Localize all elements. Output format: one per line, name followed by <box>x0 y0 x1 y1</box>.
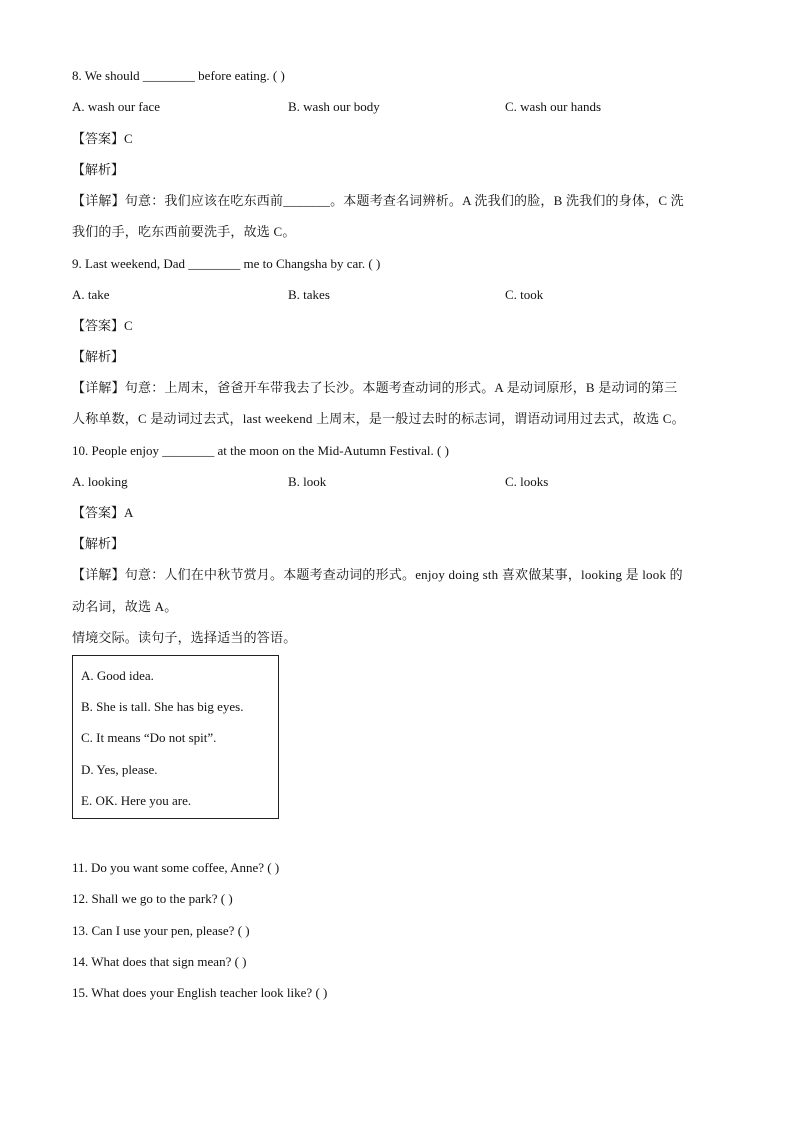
question-12: 12. Shall we go to the park? ( ) <box>72 891 233 906</box>
q9-analysis-label: 【解析】 <box>72 349 125 364</box>
choice-e: E. OK. Here you are. <box>81 793 192 808</box>
q8-answer: 【答案】C <box>72 131 133 146</box>
q8-detail-line-1: 【详解】句意：我们应该在吃东西前_______。本题考查名词辨析。A 洗我们的脸，B 洗我们的身体，C 洗 <box>72 193 684 208</box>
q8-stem: 8. We should ________ before eating. ( ) <box>72 68 285 83</box>
q10-option-a: A. looking <box>72 474 128 489</box>
q10-option-c: C. looks <box>505 474 549 489</box>
q8-analysis-label: 【解析】 <box>72 162 125 177</box>
answer-choices-box <box>72 655 279 819</box>
question-15: 15. What does your English teacher look like? ( ) <box>72 985 328 1000</box>
q8-detail-line-2: 我们的手，吃东西前要洗手，故选 C。 <box>72 224 296 239</box>
q8-option-a: A. wash our face <box>72 99 161 114</box>
q10-stem: 10. People enjoy ________ at the moon on the Mid-Autumn Festival. ( ) <box>72 443 449 458</box>
q9-stem: 9. Last weekend, Dad ________ me to Changsha by car. ( ) <box>72 256 381 271</box>
choice-a: A. Good idea. <box>81 668 154 683</box>
q10-answer: 【答案】A <box>72 505 134 520</box>
q8-option-b: B. wash our body <box>288 99 380 114</box>
q10-option-b: B. look <box>288 474 327 489</box>
q9-option-c: C. took <box>505 287 544 302</box>
choice-c: C. It means “Do not spit”. <box>81 730 217 745</box>
q9-detail-line-2: 人称单数，C 是动词过去式，last weekend 上周末，是一般过去时的标志词，谓语动词用过去式，故选 C。 <box>72 411 685 426</box>
q9-option-a: A. take <box>72 287 110 302</box>
q9-option-b: B. takes <box>288 287 330 302</box>
q8-option-c: C. wash our hands <box>505 99 602 114</box>
q10-detail-line-1: 【详解】句意：人们在中秋节赏月。本题考查动词的形式。enjoy doing sth 喜欢做某事，looking 是 look 的 <box>72 567 683 582</box>
q9-detail-line-1: 【详解】句意：上周末，爸爸开车带我去了长沙。本题考查动词的形式。A 是动词原形，B 是动词的第三 <box>72 380 678 395</box>
question-13: 13. Can I use your pen, please? ( ) <box>72 923 250 938</box>
question-11: 11. Do you want some coffee, Anne? ( ) <box>72 860 280 875</box>
q9-answer: 【答案】C <box>72 318 133 333</box>
section-title: 情境交际。读句子，选择适当的答语。 <box>72 630 297 645</box>
q10-detail-line-2: 动名词，故选 A。 <box>72 599 178 614</box>
question-14: 14. What does that sign mean? ( ) <box>72 954 247 969</box>
choice-d: D. Yes, please. <box>81 762 158 777</box>
choice-b: B. She is tall. She has big eyes. <box>81 699 244 714</box>
q10-analysis-label: 【解析】 <box>72 536 125 551</box>
